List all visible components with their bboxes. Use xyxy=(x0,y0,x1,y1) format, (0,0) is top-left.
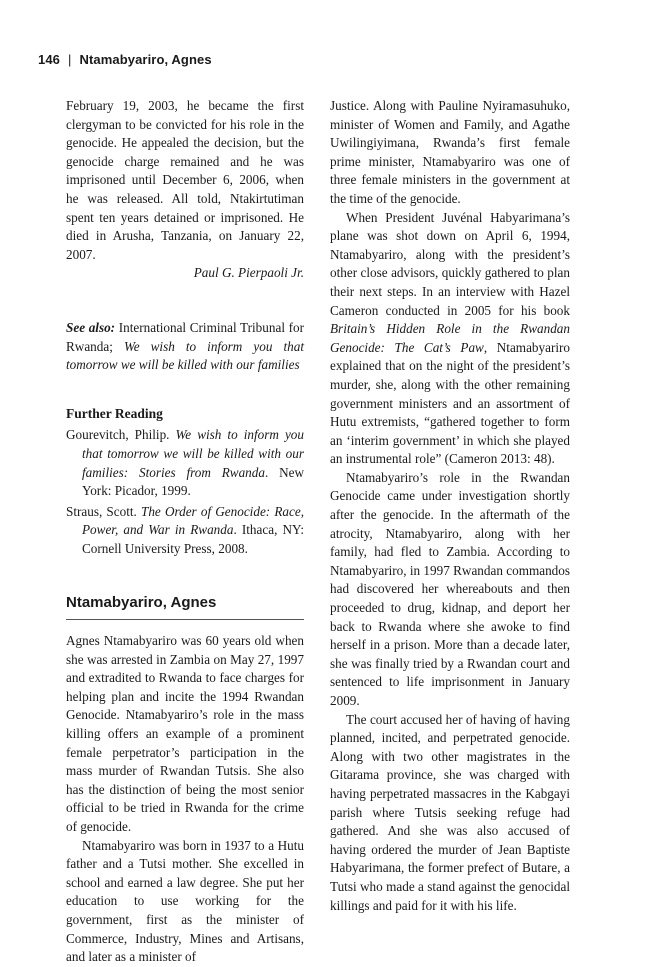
paragraph: Justice. Along with Pauline Nyiramasuhuko, minister of Women and Family, and Agathe Uwilingiyimana, Rwanda’s first female prime minister, Ntamabyariro was one of three female ministers in the government at the time of the genocide. xyxy=(330,98,570,206)
reference-author: Gourevitch, Philip. xyxy=(66,427,176,443)
see-also xyxy=(66,319,304,375)
paragraph: February 19, 2003, he became the first clergyman to be convicted for his role in the genocide. He appealed the decision, but the genocide charge remained and he was imprisoned until December 6, 2006, when he was released. All told, Ntakirtutiman spent ten years detained or imprisoned. He died in Arusha, Tanzania, on January 22, 2007. xyxy=(66,98,304,262)
page-number: 146 xyxy=(38,52,60,67)
entry-title: Ntamabyariro, Agnes xyxy=(66,594,304,620)
reference-item xyxy=(66,426,304,500)
see-also-label: See also: xyxy=(66,319,116,335)
paragraph: The court accused her of having of having planned, incited, and perpetrated genocide. Along with two other magistrates in the Gitarama province, she was charged with having perpetrated massacres in the Kabgayi parish where Tutsis seeking refuge had gathered. And she was also accused of having ordered the murder of Jean Baptiste Habyarimana, the former prefect of Butare, a Tutsi who made a stand against the genocidal killings and paid for it with his life. xyxy=(330,711,570,913)
further-reading-heading: Further Reading xyxy=(66,405,163,421)
right-column xyxy=(330,97,570,915)
header-separator: | xyxy=(68,52,72,67)
see-also-text: International Criminal Tribunal for Rwanda; xyxy=(66,319,305,354)
see-also-link[interactable]: We wish to inform you that tomorrow we will be killed with our families xyxy=(66,338,304,373)
paragraph: Ntamabyariro’s role in the Rwandan Genocide came under investigation shortly after the genocide. In the aftermath of the atrocity, Ntamabyariro, along with her family, had fled to Zambia. According to Ntamabyariro, in 1997 Rwandan commandos had discovered her whereabouts and then proceeded to drug, kidnap, and deport her back to Rwanda where she awoke to find herself in a prison. More than a decade later, she was finally tried by a Rwandan court and sentenced to life imprisonment in January 2009. xyxy=(330,469,570,708)
paragraph-text: When President Juvénal Habyarimana’s plane was shot down on April 6, 1994, Ntamabyariro, along with the president’s other close advisors, quickly gathered to plan their next steps. In an interview with Hazel Cameron conducted in 2005 for his book xyxy=(330,209,570,318)
author-signature: Paul G. Pierpaoli Jr. xyxy=(193,265,304,281)
running-header xyxy=(38,52,212,67)
book-title: Britain’s Hidden Role in the Rwandan Genocide: The Cat’s Paw xyxy=(330,321,570,355)
reference-publication: . Ithaca, NY: Cornell University Press, 2008. xyxy=(82,522,304,556)
paragraph xyxy=(330,209,570,469)
reference-title: We wish to inform you that tomorrow we will be killed with our families: Stories from Rwanda xyxy=(82,427,304,480)
left-column xyxy=(66,97,304,967)
reference-title: The Order of Genocide: Race, Power, and War in Rwanda xyxy=(82,503,305,538)
reference-publication: . New York: Picador, 1999. xyxy=(82,464,304,499)
paragraph-text: , Ntamabyariro explained that on the night of the president’s murder, she, along with the other remaining government ministers and an assortment of Hutu extremists, “gathered together to form an ‘interim government’ in which she played an instrumental role” (Cameron 2013: 48). xyxy=(330,339,570,467)
reference-author: Straus, Scott. xyxy=(66,503,141,519)
running-title: Ntamabyariro, Agnes xyxy=(79,52,212,67)
paragraph: Ntamabyariro was born in 1937 to a Hutu father and a Tutsi mother. She excelled in school and earned a law degree. She put her education to use working for the government, first as the minister of Commerce, Industry, Mines and Artisans, and later as a minister of xyxy=(66,837,304,965)
reference-item xyxy=(66,503,304,559)
paragraph: Agnes Ntamabyariro was 60 years old when she was arrested in Zambia on May 27, 1997 and extradited to Rwanda to face charges for helping plan and incite the 1994 Rwandan Genocide. Ntamabyariro’s role in the mass killing offers an example of a prominent female perpetrator’s participation in the mass murder of Rwandan Tutsis. She also has the distinction of being the most senior official to be tried in Rwanda for the crime of genocide. xyxy=(66,633,304,834)
